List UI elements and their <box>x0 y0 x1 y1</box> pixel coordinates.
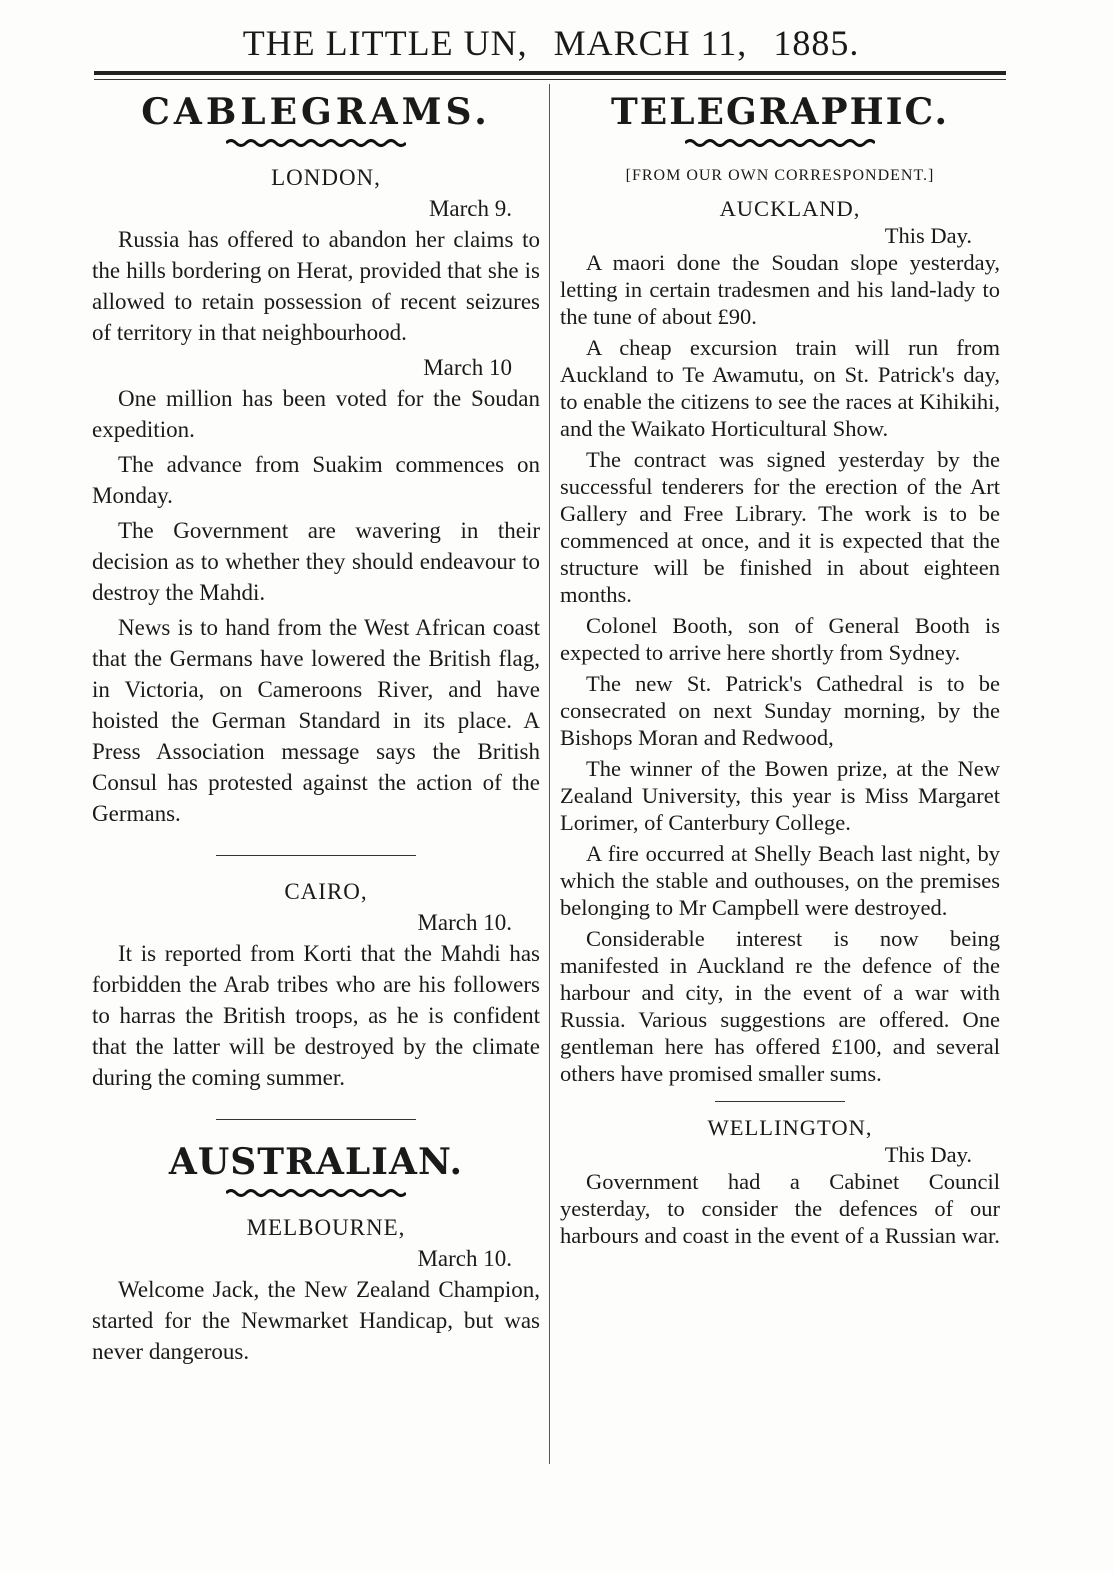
article-paragraph: It is reported from Korti that the Mahdi has forbidden the Arab tribes who are his followers to harras the British troops, as he is confident that the latter will be destroyed by the climate during the coming summer. <box>92 941 540 1090</box>
article-paragraph: The winner of the Bowen prize, at the New Zealand University, this year is Miss Margaret Lorimer, of Canterbury College. <box>560 756 1000 835</box>
date-this-day: This Day. <box>884 223 972 248</box>
masthead-rule-thick <box>94 71 1006 75</box>
section-separator <box>216 1119 416 1120</box>
issue-date: MARCH 11, <box>553 23 748 63</box>
article-paragraph: Colonel Booth, son of General Booth is expected to arrive here shortly from Sydney. <box>560 613 1000 665</box>
ornament-squiggle-icon <box>226 1188 406 1198</box>
masthead <box>96 22 1006 64</box>
publication-title: THE LITTLE UN, <box>242 23 528 63</box>
masthead-rule-thin <box>94 79 1006 80</box>
section-separator <box>715 1101 845 1102</box>
dateline-melbourne: MELBOURNE, <box>246 1215 406 1240</box>
correspondent-note: [FROM OUR OWN CORRESPONDENT.] <box>625 167 935 184</box>
article-paragraph: The contract was signed yesterday by the successful tenderers for the erection of the Art Gallery and Free Library. The work is to be commenced at once, and it is expected that the structure will be finished in about eighteen months. <box>560 447 1000 607</box>
article-paragraph: A fire occurred at Shelly Beach last night, by which the stable and outhouses, on the premises belonging to Mr Campbell were destroyed. <box>560 841 1000 920</box>
section-separator <box>216 855 416 856</box>
dateline-auckland: AUCKLAND, <box>719 196 861 221</box>
date-march-10: March 10. <box>417 1246 512 1271</box>
article-paragraph: The advance from Suakim commences on Monday. <box>92 452 540 508</box>
ornament-squiggle-icon <box>685 138 875 148</box>
issue-year: 1885. <box>773 23 860 63</box>
article-paragraph: News is to hand from the West African coast that the Germans have lowered the British flag, in Victoria, on Cameroons River, and have hoisted the German Standard in its place. A Press Association message says the British Consul has protested against the action of the Germans. <box>92 615 540 826</box>
telegraphic-heading: TELEGRAPHIC. <box>610 91 950 133</box>
article-paragraph: Russia has offered to abandon her claims to the hills bordering on Herat, provided that she is allowed to retain possession of recent seizures of territory in that neighbourhood. <box>92 227 540 345</box>
dateline-london: LONDON, <box>271 165 381 190</box>
australian-heading: AUSTRALIAN. <box>168 1141 464 1183</box>
article-paragraph: A maori done the Soudan slope yesterday, letting in certain tradesmen and his land-lady to the tune of about £90. <box>560 250 1000 329</box>
date-this-day: This Day. <box>884 1142 972 1167</box>
date-march-10: March 10 <box>423 355 512 380</box>
article-paragraph: A cheap excursion train will run from Auckland to Te Awamutu, on St. Patrick's day, to enable the citizens to see the races at Kihikihi, and the Waikato Horticultural Show. <box>560 335 1000 441</box>
ornament-squiggle-icon <box>226 138 406 148</box>
left-column <box>92 90 540 1371</box>
article-paragraph: Welcome Jack, the New Zealand Champion, started for the Newmarket Handicap, but was never dangerous. <box>92 1277 540 1364</box>
column-divider <box>549 84 550 1464</box>
date-march-10: March 10. <box>417 910 512 935</box>
dateline-wellington: WELLINGTON, <box>707 1115 873 1140</box>
article-paragraph: One million has been voted for the Soudan expedition. <box>92 386 540 442</box>
article-paragraph: Government had a Cabinet Council yesterday, to consider the defences of our harbours and coast in the event of a Russian war. <box>560 1169 1000 1248</box>
cablegrams-heading: CABLEGRAMS. <box>141 91 491 133</box>
article-paragraph: The Government are wavering in their decision as to whether they should endeavour to destroy the Mahdi. <box>92 518 540 605</box>
date-march-9: March 9. <box>428 196 512 221</box>
dateline-cairo: CAIRO, <box>284 879 368 904</box>
article-paragraph: The new St. Patrick's Cathedral is to be consecrated on next Sunday morning, by the Bishops Moran and Redwood, <box>560 671 1000 750</box>
article-paragraph: Considerable interest is now being manifested in Auckland re the defence of the harbour and city, in the event of a war with Russia. Various suggestions are offered. One gentleman here has offered £100, and several others have promised smaller sums. <box>560 926 1000 1086</box>
right-column <box>560 90 1000 1253</box>
